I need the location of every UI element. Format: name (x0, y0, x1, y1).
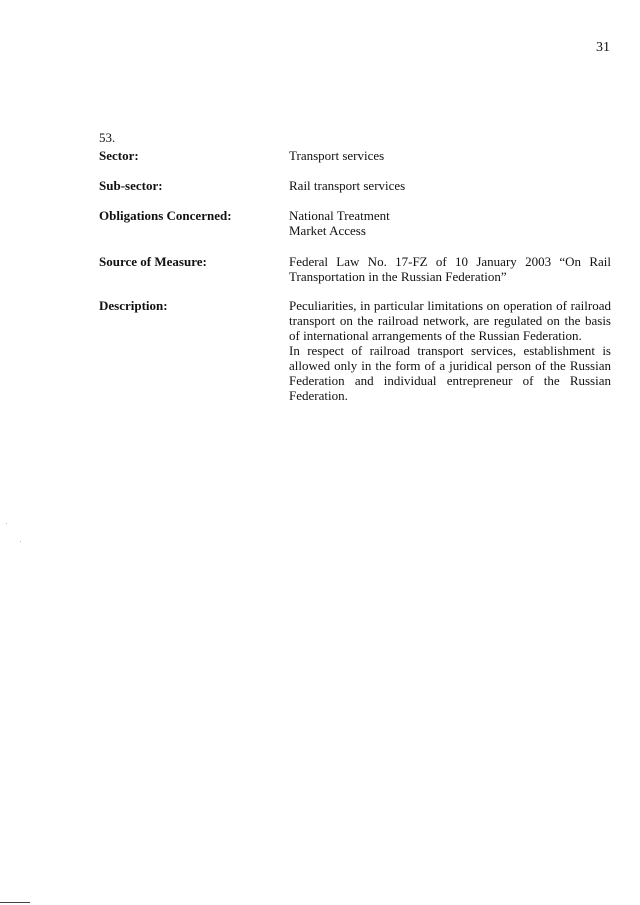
description-paragraph: Peculiarities, in particular limitations on operation of railroad transport on the railroad network, are regulated on the basis of international arrangements of the Russian Federation. (289, 298, 611, 343)
sector-label: Sector: (99, 148, 139, 163)
description-paragraph: In respect of railroad transport services, establishment is allowed only in the form of a juridical person of the Russian Federation and individual entrepreneur of the Russian Federation. (289, 343, 611, 403)
sub-sector-value (289, 178, 611, 193)
source-of-measure-label: Source of Measure: (99, 254, 207, 269)
scan-speck (6, 523, 7, 524)
description-value (289, 298, 611, 403)
sector-value-line: Transport services (289, 148, 385, 163)
sector-row (99, 148, 611, 163)
obligation-market-access: Market Access (289, 223, 366, 238)
sector-value (289, 148, 611, 163)
scan-speck (20, 541, 21, 542)
obligations-row (99, 208, 611, 238)
sub-sector-value-line: Rail transport services (289, 178, 406, 193)
sub-sector-label: Sub-sector: (99, 178, 163, 193)
obligations-value (289, 208, 611, 238)
sub-sector-row (99, 178, 611, 193)
source-of-measure-value: Federal Law No. 17-FZ of 10 January 2003 “On Rail Transportation in the Russian Federation” (289, 254, 611, 284)
description-label: Description: (99, 298, 168, 313)
description-row (99, 298, 611, 403)
entry-number: 53. (99, 130, 116, 145)
obligation-national-treatment: National Treatment (289, 208, 390, 223)
page-number: 31 (596, 40, 610, 55)
obligations-label: Obligations Concerned: (99, 208, 232, 223)
bottom-rule (0, 902, 30, 903)
source-of-measure-row (99, 254, 611, 284)
